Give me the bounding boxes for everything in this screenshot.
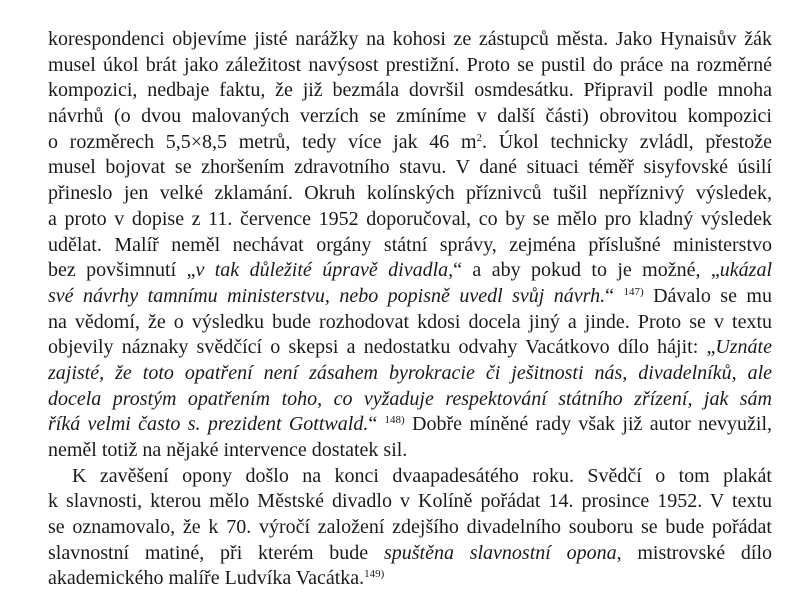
italic-quote: spuštěna slavnostní opona bbox=[383, 541, 617, 564]
text-segment: musel úkol brát jako záležitost navýsost prestižní. Proto se pustil do práce na rozměrné bbox=[48, 53, 772, 76]
text-segment: udělat. Malíř neměl nechávat orgány státní správy, zejména příslušné ministerstvo bbox=[48, 233, 772, 256]
text-line bbox=[48, 412, 772, 438]
text-line bbox=[48, 489, 772, 515]
text-segment: bez povšimnutí „ bbox=[48, 259, 196, 282]
text-line bbox=[48, 104, 772, 130]
text-line bbox=[48, 335, 772, 361]
italic-quote: zajisté, že toto opatření není zásahem byrokracie či ješitnosti nás, divadelníků, ale bbox=[48, 361, 772, 384]
text-line bbox=[48, 541, 772, 567]
text-segment: slavnostní matiné, při kterém bude bbox=[48, 541, 384, 564]
text-segment: Dobře míněné rady však již autor nevyužil, bbox=[404, 413, 772, 436]
footnote-reference: 147) bbox=[623, 285, 644, 298]
text-segment: a proto v dopise z 11. července 1952 doporučoval, co by se mělo pro kladný výsledek bbox=[48, 207, 772, 230]
text-line bbox=[48, 181, 772, 207]
document-page bbox=[48, 27, 772, 592]
italic-quote: své návrhy tamnímu ministerstvu, nebo popisně uvedl svůj návrh. bbox=[48, 284, 606, 307]
text-segment: , mistrovské dílo bbox=[616, 541, 772, 564]
text-segment: “ a aby pokud to je možné, „ bbox=[453, 259, 720, 282]
text-line bbox=[48, 207, 772, 233]
text-line bbox=[48, 515, 772, 541]
text-line bbox=[48, 53, 772, 79]
italic-quote: ukázal bbox=[719, 259, 772, 282]
text-segment: K zavěšení opony došlo na konci dvaapadesátého roku. Svědčí o tom plakát bbox=[72, 464, 772, 487]
text-line bbox=[48, 438, 772, 464]
italic-quote: říká velmi často s. prezident Gottwald. bbox=[48, 413, 369, 436]
text-segment: Dávalo se mu bbox=[643, 284, 772, 307]
text-line bbox=[48, 233, 772, 259]
text-line bbox=[48, 387, 772, 413]
text-line bbox=[48, 310, 772, 336]
text-segment: kompozici, nedbaje faktu, že již bezmála dovršil osmdesátku. Připravil podle mnoha bbox=[48, 79, 772, 102]
text-line bbox=[48, 155, 772, 181]
italic-quote: Uznáte bbox=[715, 336, 772, 359]
text-segment: objevily náznaky svědčící o skepsi a nedostatku odvahy Vacátkovo dílo hájit: „ bbox=[48, 336, 716, 359]
text-line bbox=[48, 258, 772, 284]
text-segment: akademického malíře Ludvíka Vacátka. bbox=[48, 567, 365, 590]
text-segment: korespondenci objevíme jisté narážky na kohosi ze zástupců města. Jako Hynaisův žák bbox=[48, 28, 772, 50]
text-segment: k slavnosti, kterou mělo Městské divadlo v Kolíně pořádat 14. prosince 1952. V textu bbox=[48, 490, 772, 513]
text-segment: přineslo jen velké zklamání. Okruh kolínských příznivců tušil nepříznivý výsledek, bbox=[48, 182, 772, 205]
footnote-reference: 149) bbox=[364, 568, 385, 581]
text-segment: o rozměrech 5,5×8,5 metrů, tedy více jak 46 m bbox=[48, 130, 477, 153]
text-segment: musel bojovat se zhoršením zdravotního stavu. V dané situaci téměř sisyfovské úsilí bbox=[48, 156, 772, 179]
text-line bbox=[48, 284, 772, 310]
italic-quote: v tak důležité úpravě divadla, bbox=[195, 259, 454, 282]
text-line bbox=[48, 78, 772, 104]
footnote-reference: 2 bbox=[476, 131, 483, 144]
text-segment: neměl totiž na nějaké intervence dostatek sil. bbox=[48, 439, 408, 461]
text-segment: návrhů (o dvou malovaných verzích se zmíníme v další části) obrovitou kompozici bbox=[48, 105, 772, 128]
text-segment: se oznamovalo, že k 70. výročí založení zdejšího divadelního souboru se bude pořádat bbox=[48, 516, 772, 539]
text-segment: na vědomí, že o výsledku bude rozhodovat kdosi docela jiný a jinde. Proto se v textu bbox=[48, 310, 772, 333]
italic-quote: docela prostým opatřením toho, co vyžaduje respektování státního zřízení, jak sám bbox=[48, 387, 772, 410]
text-segment: . Úkol technicky zvládl, přestože bbox=[482, 130, 772, 153]
text-segment: “ bbox=[368, 413, 385, 436]
text-line bbox=[48, 361, 772, 387]
text-line bbox=[48, 27, 772, 53]
text-line bbox=[48, 566, 772, 592]
text-line bbox=[48, 464, 772, 490]
footnote-reference: 148) bbox=[384, 414, 405, 427]
text-segment: “ bbox=[605, 284, 624, 307]
text-line bbox=[48, 130, 772, 156]
